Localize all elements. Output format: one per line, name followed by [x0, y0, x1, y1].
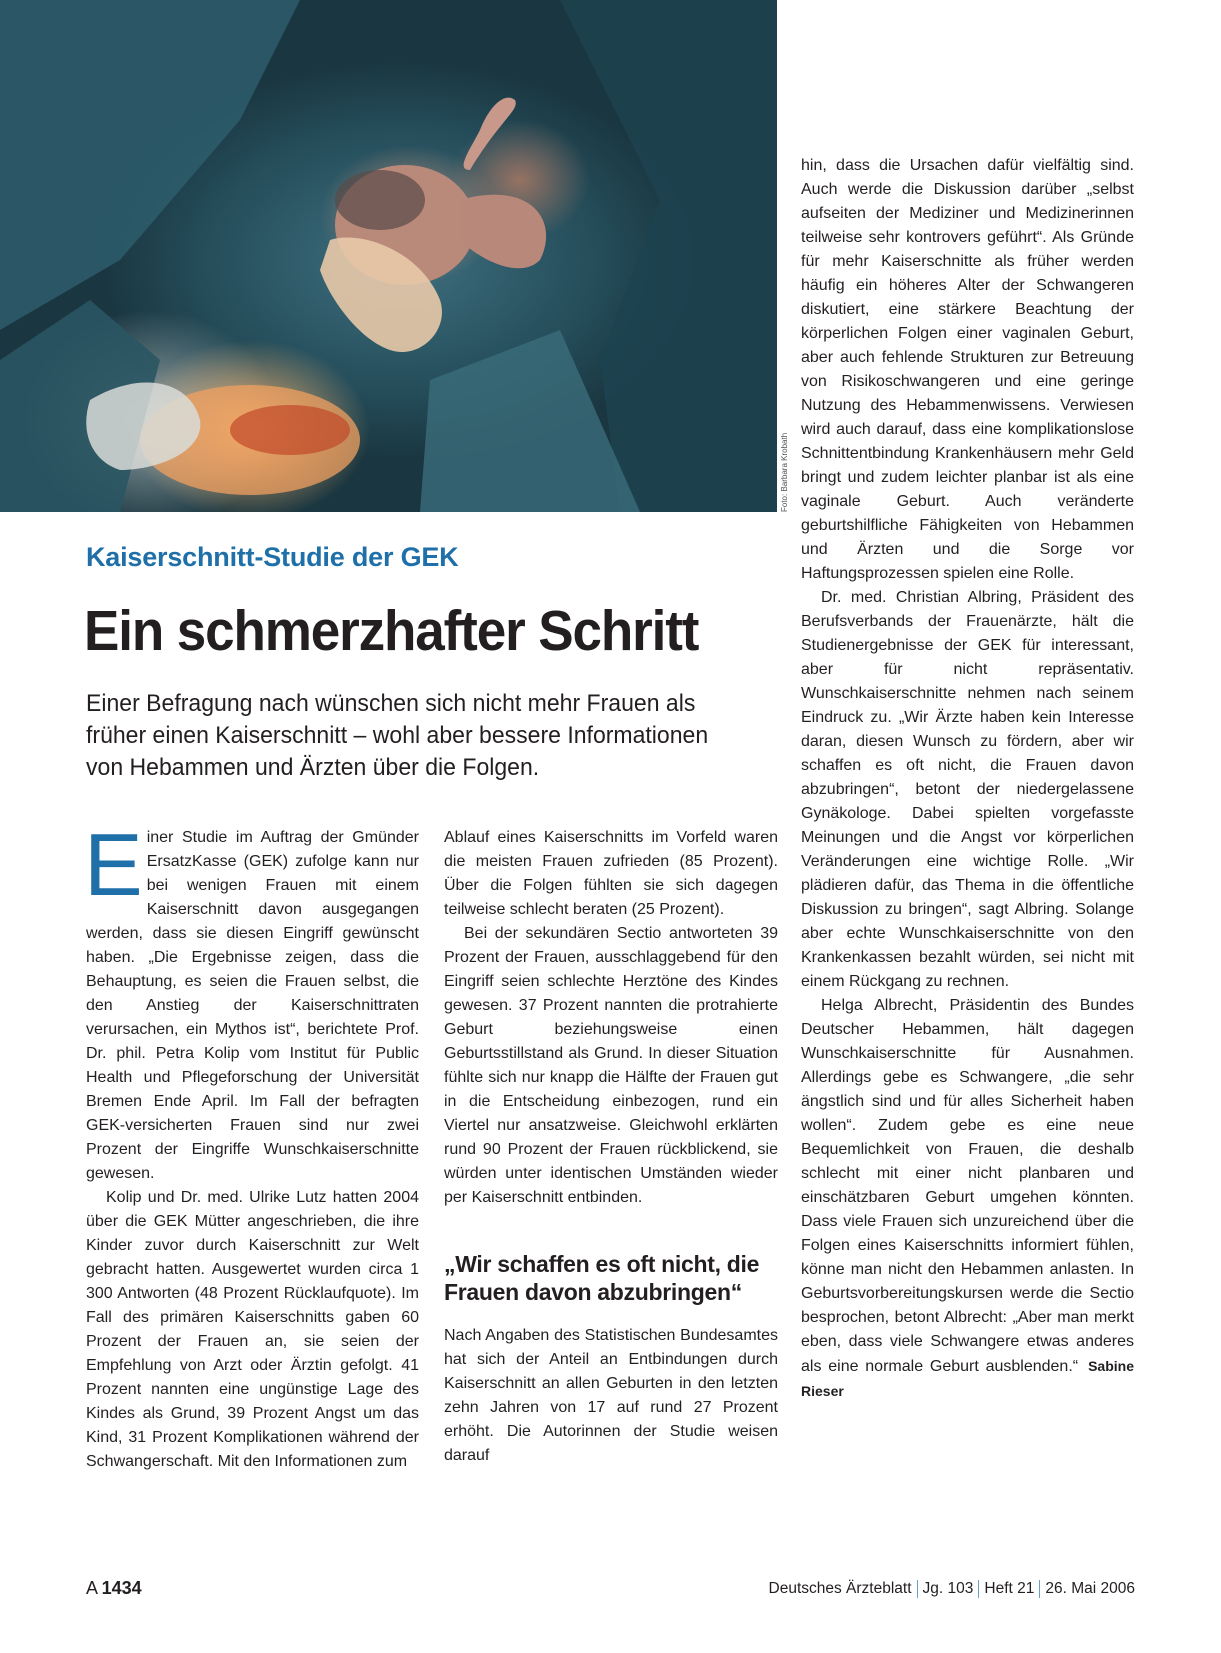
article-lead: Einer Befragung nach wünschen sich nicht mehr Frauen als früher einen Kaiserschnitt – wohl aber bessere Informationen von Hebammen und Ärzten über die Folgen.: [86, 690, 709, 781]
author-byline: Sabine Rieser: [801, 1358, 1134, 1399]
article-photo: [0, 0, 777, 512]
article-kicker: Kaiserschnitt-Studie der GEK: [86, 542, 459, 572]
paragraph: hin, dass die Ursachen dafür vielfältig sind. Auch werde die Diskussion darüber „selbst aufseiten der Mediziner und Medizinerinnen teilweise sehr kontrovers geführt“. Als Gründe für mehr Kaiserschnitte als früher werden häufig ein höheres Alter der Schwangeren diskutiert, eine stärkere Beachtung der körperlichen Folgen einer vaginalen Geburt, aber auch fehlende Strukturen zur Betreuung von Risikoschwangeren und eine geringe Nutzung des Hebammenwissens. Verwiesen wird auch darauf, dass eine komplikationslose Schnittentbindung Krankenhäusern mehr Geld bringt und zudem leichter planbar ist als eine vaginale Geburt. Auch veränderte geburtshilfliche Fähigkeiten von Hebammen und Ärzten und die Sorge vor Haftungsprozessen spielen eine Rolle.: [801, 157, 1134, 582]
text-column-3: [801, 154, 1134, 1404]
page-number-value: 1434: [101, 1578, 142, 1598]
journal-info: [769, 1580, 1135, 1598]
text-column-1: [84, 815, 419, 1474]
page-prefix: A: [86, 1578, 99, 1598]
subheading: „Wir schaffen es oft nicht, die Frauen davon abzubringen“: [444, 1251, 760, 1305]
divider: [1039, 1580, 1040, 1598]
photo-credit: Foto: Barbara Krobath: [780, 432, 789, 512]
paragraph: Ablauf eines Kaiserschnitts im Vorfeld waren die meisten Frauen zufrieden (85 Prozent). Über die Folgen fühlten sie sich dagegen teilweise schlecht beraten (25 Prozent).: [444, 829, 778, 918]
journal-date: 26. Mai 2006: [1045, 1580, 1135, 1597]
paragraph: Nach Angaben des Statistischen Bundesamtes hat sich der Anteil an Entbindungen durch Kaiserschnitt an allen Geburten in den letzten zehn Jahren von 17 auf rund 27 Prozent erhöht. Die Autorinnen der Studie weisen darauf: [444, 1327, 778, 1464]
paragraph-text: Helga Albrecht, Präsidentin des Bundes Deutscher Hebammen, hält dagegen Wunschkaiserschnitte für Ausnahmen. Allerdings gebe es Schwangere, „die sehr ängstlich sind und für alles Sicherheit haben wollen“. Zudem gebe es eine neue Bequemlichkeit von Frauen, die deshalb schlecht mit einer nicht planbaren und einschätzbaren Geburt umgehen könnten. Dass viele Frauen sich unzureichend über die Folgen eines Kaiserschnitts informiert fühlen, könne man nicht den Hebammen anlasten. In Geburtsvorbereitungskursen werde die Sectio besprochen, betont Albrecht: „Aber man merkt eben, dass viele Schwangere etwas anderes als eine normale Geburt ausblenden.“: [801, 997, 1134, 1375]
paragraph: Dr. med. Christian Albring, Präsident des Berufsverbands der Frauenärzte, hält die Studienergebnisse der GEK für interessant, aber für nicht repräsentativ. Wunschkaiserschnitte nehmen nach seinem Eindruck zu. „Wir Ärzte haben kein Interesse daran, diesen Wunsch zu fördern, aber wir schaffen es oft nicht, die Frauen davon abzubringen“, betont der niedergelassene Gynäkologe. Dabei spielten vorgefasste Meinungen und die Angst vor körperlichen Veränderungen eine wichtige Rolle. „Wir plädieren dafür, das Thema in die öffentliche Diskussion zu bringen“, sagt Albring. Solange aber echte Wunschkaiserschnitte von den Krankenkassen bezahlt würden, sei nicht mit einem Rückgang zu rechnen.: [801, 589, 1134, 990]
page-number: [86, 1578, 142, 1599]
paragraph: [801, 994, 1134, 1404]
photo-illustration: [0, 0, 777, 512]
journal-issue: Heft 21: [984, 1580, 1035, 1597]
journal-name: Deutsches Ärzteblatt: [768, 1580, 912, 1597]
paragraph: Bei der sekundären Sectio antworteten 39 Prozent der Frauen, ausschlaggebend für den Eingriff seien schlechte Herztöne des Kindes gewesen. 37 Prozent nannten die protrahierte Geburt beziehungsweise einen Geburtsstillstand als Grund. In dieser Situation fühlte sich nur knapp die Hälfte der Frauen gut in die Entscheidung einbezogen, rund ein Viertel nur ansatzweise. Gleichwohl erklärten rund 90 Prozent der Frauen rückblickend, sie würden unter identischen Umständen wieder per Kaiserschnitt entbinden.: [444, 925, 778, 1206]
paragraph: [84, 815, 419, 1186]
article-headline: Ein schmerzhafter Schritt: [84, 599, 699, 663]
text-column-2: [444, 826, 778, 1468]
paragraph: Kolip und Dr. med. Ulrike Lutz hatten 2004 über die GEK Mütter angeschrieben, die ihre Kinder zuvor durch Kaiserschnitt zur Welt gebracht hatten. Ausgewertet wurden circa 1 300 Antworten (48 Prozent Rücklaufquote). Im Fall des primären Kaiserschnitts gaben 60 Prozent der Frauen an, sie seien der Empfehlung von Arzt oder Ärztin gefolgt. 41 Prozent nannten eine ungünstige Lage des Kindes als Grund, 39 Prozent Angst um das Kind, 31 Prozent Komplikationen während der Schwangerschaft. Mit den Informationen zum: [86, 1189, 419, 1470]
paragraph-text: iner Studie im Auftrag der Gmünder ErsatzKasse (GEK) zufolge kann nur bei wenigen Frauen mit einem Kaiserschnitt davon ausgegangen werden, dass sie diesen Eingriff gewünscht haben. „Die Ergebnisse zeigen, dass die Behauptung, es seien die Frauen selbst, die den Anstieg der Kaiserschnittraten verursachen, ein Mythos ist“, berichtete Prof. Dr. phil. Petra Kolip vom Institut für Public Health und Pflegeforschung der Universität Bremen Ende April. Im Fall der befragten GEK-versicherten Frauen sind nur zwei Prozent der Eingriffe Wunschkaiserschnitte gewesen.: [86, 829, 419, 1182]
divider: [917, 1580, 918, 1598]
drop-cap: E: [84, 815, 143, 914]
divider: [978, 1580, 979, 1598]
journal-volume: Jg. 103: [922, 1580, 974, 1597]
